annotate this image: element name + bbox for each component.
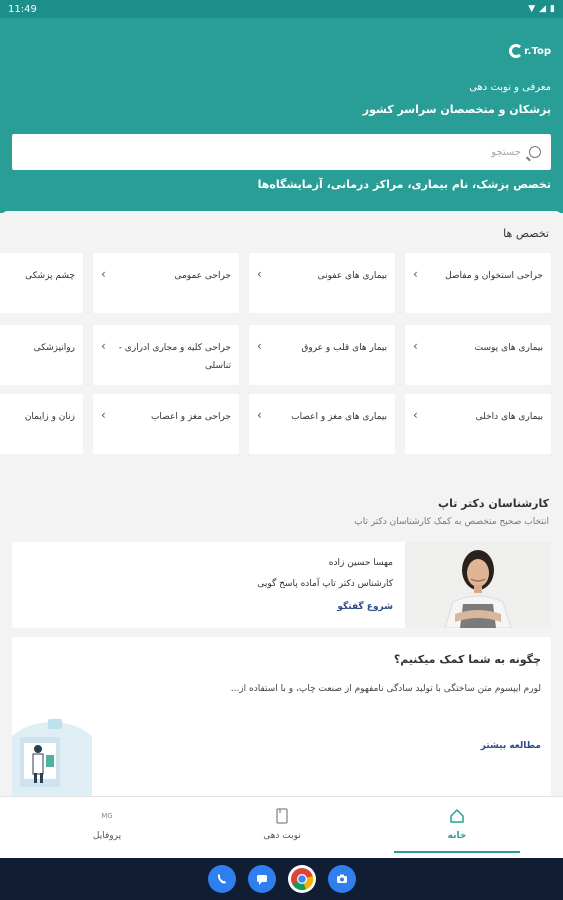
chevron-left-icon: › (257, 267, 262, 281)
header (0, 18, 563, 213)
profile-avatar-icon: MG (101, 812, 113, 820)
intro-line-1: معرفی و نوبت دهی (469, 82, 551, 93)
specialty-label: جراحی کلیه و مجاری ادراری - تناسلی (118, 343, 231, 371)
specialty-label: زنان و زایمان (24, 412, 75, 422)
logo-mark-icon (509, 44, 523, 58)
start-chat-link[interactable]: شروع گفتگو (337, 602, 393, 612)
specialty-label: بیماری های پوست (474, 343, 543, 353)
expert-avatar (405, 542, 551, 628)
specialty-card[interactable] (405, 394, 551, 454)
tab-profile-label: پروفایل (92, 831, 122, 841)
specialty-card[interactable] (405, 325, 551, 385)
chevron-left-icon: › (413, 267, 418, 281)
chevron-left-icon: › (413, 408, 418, 422)
phone-app-icon[interactable] (208, 865, 236, 893)
specialty-card[interactable] (249, 394, 395, 454)
chevron-left-icon: › (101, 267, 106, 281)
tab-home[interactable] (382, 797, 532, 859)
logo-text: r.Top (524, 45, 551, 57)
specialty-label: جراحی مغز و اعصاب (150, 412, 231, 422)
app-logo (509, 44, 551, 58)
tab-home-label: خانه (447, 831, 467, 841)
help-card (12, 637, 551, 796)
experts-title: کارشناسان دکتر تاپ (438, 497, 549, 510)
specialty-label: بیماری های عفونی (317, 271, 387, 281)
search-icon (529, 146, 541, 158)
intro-line-2: پزشکان و متخصصان سراسر کشور (362, 103, 551, 116)
specialty-label: بیماری های داخلی (475, 412, 543, 422)
specialty-card[interactable] (405, 253, 551, 313)
home-icon (448, 807, 466, 825)
specialty-card[interactable] (249, 325, 395, 385)
specialty-label: چشم پزشکی (25, 271, 75, 281)
specialties-title: تخصص ها (503, 227, 549, 240)
search-input[interactable] (12, 134, 551, 170)
battery-icon: ▮ (550, 4, 555, 14)
doctor-illustration-icon (12, 707, 92, 796)
chevron-left-icon: › (257, 408, 262, 422)
specialty-card[interactable] (93, 325, 239, 385)
status-time: 11:49 (8, 3, 37, 15)
chevron-left-icon: › (101, 408, 106, 422)
system-dock (0, 858, 563, 900)
tab-profile[interactable] (32, 797, 182, 859)
read-more-link[interactable]: مطالعه بیشتر (480, 741, 541, 751)
tab-appointment-label: نوبت دهی (263, 831, 301, 841)
search-placeholder: جستجو (491, 146, 521, 158)
chrome-app-icon[interactable] (288, 865, 316, 893)
expert-photo-illustration (405, 542, 551, 628)
specialty-label: بیماری های مغز و اعصاب (291, 412, 387, 422)
status-icons (528, 4, 555, 14)
specialty-label: بیمار های قلب و عروق (301, 343, 387, 353)
specialty-card[interactable] (249, 253, 395, 313)
help-title: چگونه به شما کمک میکنیم؟ (393, 653, 541, 666)
specialty-label: جراحی استخوان و مفاصل (445, 271, 543, 281)
chevron-left-icon: › (413, 339, 418, 353)
status-bar (0, 0, 563, 18)
camera-app-icon[interactable] (328, 865, 356, 893)
expert-name: مهسا حسین زاده (328, 558, 393, 568)
experts-subtitle: انتخاب صحیح متخصص به کمک کارشناسان دکتر تاپ (354, 517, 549, 527)
specialty-card[interactable] (93, 253, 239, 313)
chevron-left-icon: › (101, 339, 106, 353)
tab-appointment[interactable] (207, 797, 357, 859)
chevron-left-icon: › (257, 339, 262, 353)
specialty-label: روانپزشکی (33, 343, 75, 353)
specialty-card[interactable] (0, 325, 83, 385)
messages-app-icon[interactable] (248, 865, 276, 893)
calendar-icon (273, 807, 291, 825)
specialty-label: جراحی عمومی (174, 271, 231, 281)
specialty-card[interactable] (93, 394, 239, 454)
signal-icon: ◢ (539, 4, 547, 14)
expert-role: کارشناس دکتر تاپ آماده پاسخ گویی (257, 579, 393, 589)
main-content (0, 211, 563, 796)
wifi-icon: ▼ (528, 4, 536, 14)
search-hint: تخصص پزشک، نام بیماری، مراکز درمانی، آزمایشگاه‌ها (257, 178, 551, 191)
specialty-card[interactable] (0, 253, 83, 313)
specialty-card[interactable] (0, 394, 83, 454)
expert-card (12, 542, 551, 628)
help-text: لورم ایپسوم متن ساختگی با تولید سادگی نامفهوم از صنعت چاپ، و با استفاده از... (230, 684, 541, 694)
bottom-navigation (0, 796, 563, 858)
